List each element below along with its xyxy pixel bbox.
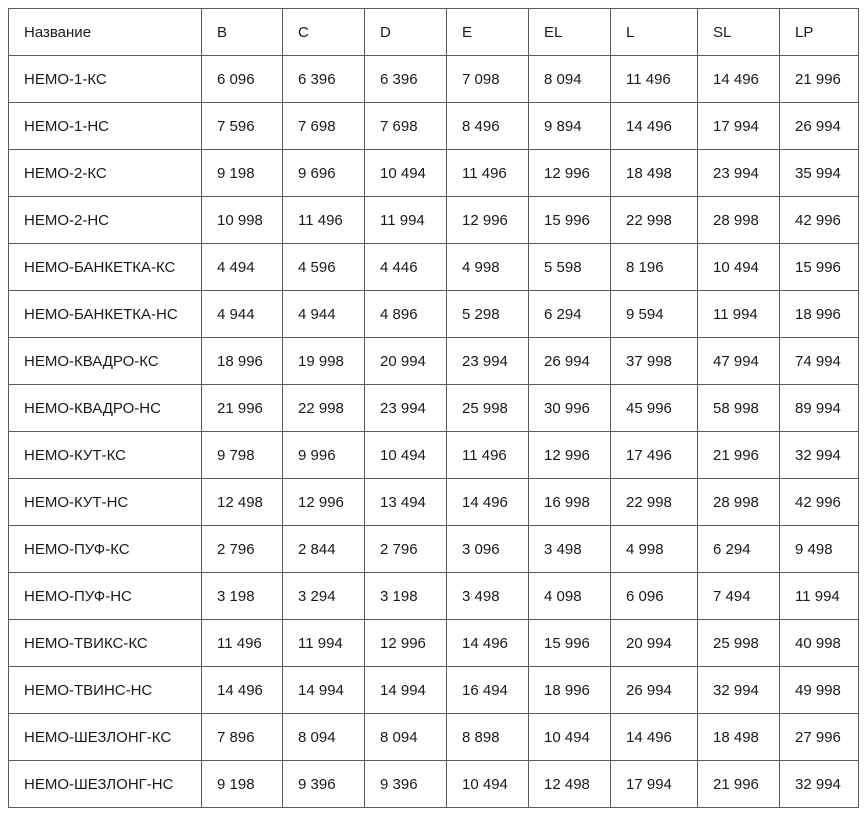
price-cell: 9 198	[202, 150, 283, 197]
price-cell: 19 998	[283, 338, 365, 385]
price-cell: 9 996	[283, 432, 365, 479]
price-cell: 8 094	[283, 714, 365, 761]
price-cell: 4 944	[202, 291, 283, 338]
price-cell: 11 994	[283, 620, 365, 667]
price-cell: 30 996	[529, 385, 611, 432]
price-cell: 3 498	[529, 526, 611, 573]
price-cell: 9 396	[283, 761, 365, 808]
header-row	[9, 9, 859, 56]
price-cell: 23 994	[365, 385, 447, 432]
price-cell: 42 996	[780, 197, 859, 244]
price-cell: 9 894	[529, 103, 611, 150]
price-cell: 8 898	[447, 714, 529, 761]
price-cell: 8 496	[447, 103, 529, 150]
price-cell: 28 998	[698, 197, 780, 244]
column-header-d: D	[365, 9, 447, 56]
price-cell: 4 998	[611, 526, 698, 573]
price-cell: 18 996	[529, 667, 611, 714]
table-row	[9, 338, 859, 385]
product-name-cell: НЕМО-2-КС	[9, 150, 202, 197]
price-cell: 45 996	[611, 385, 698, 432]
price-cell: 74 994	[780, 338, 859, 385]
price-cell: 7 494	[698, 573, 780, 620]
product-name-cell: НЕМО-КВАДРО-КС	[9, 338, 202, 385]
price-cell: 14 496	[202, 667, 283, 714]
price-cell: 27 996	[780, 714, 859, 761]
price-cell: 32 994	[780, 761, 859, 808]
price-cell: 21 996	[202, 385, 283, 432]
price-cell: 11 496	[611, 56, 698, 103]
price-cell: 17 496	[611, 432, 698, 479]
product-name-cell: НЕМО-КВАДРО-НС	[9, 385, 202, 432]
price-cell: 23 994	[698, 150, 780, 197]
price-cell: 14 994	[365, 667, 447, 714]
price-cell: 28 998	[698, 479, 780, 526]
price-cell: 6 396	[365, 56, 447, 103]
price-cell: 35 994	[780, 150, 859, 197]
price-cell: 9 198	[202, 761, 283, 808]
price-cell: 6 396	[283, 56, 365, 103]
price-cell: 32 994	[780, 432, 859, 479]
price-cell: 9 696	[283, 150, 365, 197]
table-row	[9, 56, 859, 103]
price-cell: 11 994	[698, 291, 780, 338]
table-row	[9, 150, 859, 197]
product-name-cell: НЕМО-ШЕЗЛОНГ-КС	[9, 714, 202, 761]
price-cell: 5 598	[529, 244, 611, 291]
price-cell: 22 998	[283, 385, 365, 432]
price-cell: 21 996	[698, 432, 780, 479]
price-cell: 3 294	[283, 573, 365, 620]
price-cell: 26 994	[780, 103, 859, 150]
product-name-cell: НЕМО-ТВИНС-НС	[9, 667, 202, 714]
price-cell: 4 944	[283, 291, 365, 338]
price-cell: 12 996	[447, 197, 529, 244]
product-name-cell: НЕМО-ШЕЗЛОНГ-НС	[9, 761, 202, 808]
price-cell: 9 498	[780, 526, 859, 573]
price-cell: 6 096	[611, 573, 698, 620]
price-cell: 14 496	[611, 103, 698, 150]
price-cell: 21 996	[780, 56, 859, 103]
price-cell: 22 998	[611, 479, 698, 526]
price-cell: 16 494	[447, 667, 529, 714]
table-row	[9, 526, 859, 573]
price-cell: 89 994	[780, 385, 859, 432]
price-cell: 8 094	[529, 56, 611, 103]
column-header-e: E	[447, 9, 529, 56]
price-cell: 13 494	[365, 479, 447, 526]
price-cell: 14 994	[283, 667, 365, 714]
table-row	[9, 103, 859, 150]
price-cell: 18 996	[202, 338, 283, 385]
price-cell: 11 994	[365, 197, 447, 244]
price-cell: 26 994	[529, 338, 611, 385]
price-cell: 12 996	[283, 479, 365, 526]
price-cell: 32 994	[698, 667, 780, 714]
price-cell: 20 994	[365, 338, 447, 385]
price-cell: 4 596	[283, 244, 365, 291]
column-header-el: EL	[529, 9, 611, 56]
table-row	[9, 620, 859, 667]
price-cell: 10 494	[447, 761, 529, 808]
price-cell: 7 698	[283, 103, 365, 150]
price-cell: 6 294	[529, 291, 611, 338]
price-cell: 15 996	[529, 620, 611, 667]
column-header-b: B	[202, 9, 283, 56]
price-cell: 2 844	[283, 526, 365, 573]
product-name-cell: НЕМО-ПУФ-КС	[9, 526, 202, 573]
price-cell: 12 996	[529, 150, 611, 197]
price-cell: 47 994	[698, 338, 780, 385]
price-cell: 14 496	[611, 714, 698, 761]
price-cell: 20 994	[611, 620, 698, 667]
price-cell: 37 998	[611, 338, 698, 385]
table-header	[9, 9, 859, 56]
price-cell: 4 494	[202, 244, 283, 291]
product-name-cell: НЕМО-1-НС	[9, 103, 202, 150]
product-name-cell: НЕМО-КУТ-КС	[9, 432, 202, 479]
price-cell: 40 998	[780, 620, 859, 667]
product-name-cell: НЕМО-БАНКЕТКА-КС	[9, 244, 202, 291]
price-cell: 10 494	[365, 432, 447, 479]
price-table	[8, 8, 859, 808]
price-cell: 14 496	[698, 56, 780, 103]
price-cell: 17 994	[611, 761, 698, 808]
price-cell: 9 798	[202, 432, 283, 479]
table-row	[9, 244, 859, 291]
price-cell: 23 994	[447, 338, 529, 385]
table-row	[9, 573, 859, 620]
price-cell: 8 094	[365, 714, 447, 761]
price-cell: 18 996	[780, 291, 859, 338]
price-cell: 4 896	[365, 291, 447, 338]
price-cell: 15 996	[529, 197, 611, 244]
price-cell: 3 198	[365, 573, 447, 620]
price-cell: 12 498	[529, 761, 611, 808]
price-cell: 25 998	[447, 385, 529, 432]
price-cell: 58 998	[698, 385, 780, 432]
price-cell: 4 998	[447, 244, 529, 291]
price-cell: 14 496	[447, 620, 529, 667]
table-row	[9, 291, 859, 338]
table-row	[9, 432, 859, 479]
price-cell: 6 096	[202, 56, 283, 103]
price-cell: 21 996	[698, 761, 780, 808]
table-row	[9, 479, 859, 526]
price-cell: 12 996	[365, 620, 447, 667]
price-cell: 12 498	[202, 479, 283, 526]
column-header-name: Название	[9, 9, 202, 56]
price-cell: 10 494	[529, 714, 611, 761]
price-cell: 22 998	[611, 197, 698, 244]
column-header-l: L	[611, 9, 698, 56]
table-row	[9, 761, 859, 808]
price-cell: 7 098	[447, 56, 529, 103]
product-name-cell: НЕМО-ПУФ-НС	[9, 573, 202, 620]
price-cell: 14 496	[447, 479, 529, 526]
table-body	[9, 56, 859, 808]
price-cell: 11 496	[283, 197, 365, 244]
column-header-sl: SL	[698, 9, 780, 56]
price-cell: 18 498	[698, 714, 780, 761]
price-cell: 26 994	[611, 667, 698, 714]
table-row	[9, 385, 859, 432]
price-cell: 5 298	[447, 291, 529, 338]
price-cell: 2 796	[202, 526, 283, 573]
price-cell: 4 098	[529, 573, 611, 620]
product-name-cell: НЕМО-БАНКЕТКА-НС	[9, 291, 202, 338]
price-cell: 10 998	[202, 197, 283, 244]
price-cell: 17 994	[698, 103, 780, 150]
price-cell: 9 594	[611, 291, 698, 338]
price-cell: 11 496	[447, 150, 529, 197]
price-cell: 7 596	[202, 103, 283, 150]
price-cell: 6 294	[698, 526, 780, 573]
price-cell: 10 494	[365, 150, 447, 197]
price-cell: 2 796	[365, 526, 447, 573]
product-name-cell: НЕМО-ТВИКС-КС	[9, 620, 202, 667]
price-cell: 15 996	[780, 244, 859, 291]
price-cell: 25 998	[698, 620, 780, 667]
price-cell: 9 396	[365, 761, 447, 808]
price-cell: 7 896	[202, 714, 283, 761]
price-cell: 10 494	[698, 244, 780, 291]
table-row	[9, 667, 859, 714]
table-row	[9, 197, 859, 244]
price-cell: 11 496	[202, 620, 283, 667]
product-name-cell: НЕМО-2-НС	[9, 197, 202, 244]
price-cell: 42 996	[780, 479, 859, 526]
product-name-cell: НЕМО-1-КС	[9, 56, 202, 103]
table-row	[9, 714, 859, 761]
price-cell: 11 994	[780, 573, 859, 620]
product-name-cell: НЕМО-КУТ-НС	[9, 479, 202, 526]
price-cell: 3 498	[447, 573, 529, 620]
column-header-lp: LP	[780, 9, 859, 56]
price-cell: 8 196	[611, 244, 698, 291]
price-cell: 3 096	[447, 526, 529, 573]
price-cell: 3 198	[202, 573, 283, 620]
column-header-c: C	[283, 9, 365, 56]
price-cell: 12 996	[529, 432, 611, 479]
price-cell: 11 496	[447, 432, 529, 479]
price-cell: 49 998	[780, 667, 859, 714]
price-cell: 4 446	[365, 244, 447, 291]
price-cell: 16 998	[529, 479, 611, 526]
price-cell: 7 698	[365, 103, 447, 150]
price-cell: 18 498	[611, 150, 698, 197]
